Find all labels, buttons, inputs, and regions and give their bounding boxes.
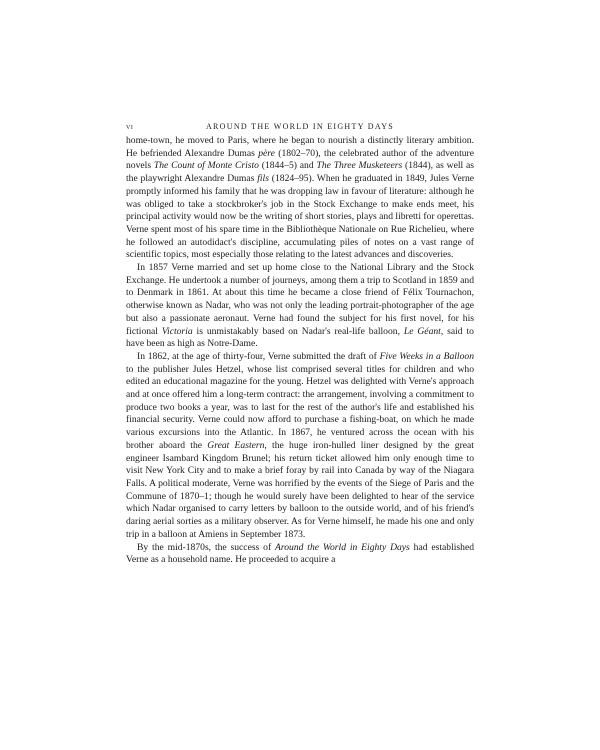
paragraph <box>126 351 474 542</box>
text-run: , the huge iron-hulled liner designed by the great engineer Isambard Kingdom Brunel; his return ticket allowed him only enough time to visit New York City and to make a brief foray by rail into Canada by way of the Niagara Falls. A political moderate, Verne was horrified by the events of the Siege of Paris and the Commune of 1870–1; though he would surely have been delighted to hear of the service which Nadar organised to carry letters by balloon to the outside world, and of his friend's daring aerial sorties as a military observer. As for Verne himself, he made his one and only trip in a balloon at Amiens in September 1873. <box>126 439 474 540</box>
text-run: (1844–5) and <box>258 160 317 172</box>
paragraph <box>126 135 474 262</box>
italic-run: Great Eastern <box>207 439 265 451</box>
body-text <box>126 135 474 567</box>
italic-run: The Count of Monte Cristo <box>153 160 259 172</box>
italic-run: père <box>258 147 275 159</box>
text-run: In 1857 Verne married and set up home close to the National Library and the Stock Exchange. He undertook a number of journeys, among them a trip to Scotland in 1859 and to Denmark in 1861. At about this time he became a close friend of Félix Tournachon, otherwise known as Nadar, who was not only the leading portrait-photographer of the age but also a passionate aeronaut. Verne had found the subject for his first novel, for his fictional <box>126 262 474 337</box>
italic-run: Around the World in Eighty Days <box>275 541 410 553</box>
text-run: (1844), as well as the playwright Alexandre Dumas <box>126 160 475 185</box>
text-run: (1824–95). When he graduated in 1849, Jules Verne promptly informed his family that he was dropping law in favour of literature: although he was obliged to take a stockbroker's job in the Stock Exchange to make ends meet, his principal activity would now be the writing of short stories, plays and libretti for operettas. Verne spent most of his spare time in the Bibliothèque Nationale on Rue Richelieu, where he followed an autodidact's discipline, accumulating piles of notes on a vast range of scientific topics, most especially those relating to the latest advances and discoveries. <box>126 173 475 261</box>
italic-run: Victoria <box>161 325 193 337</box>
text-run: is unmistakably based on Nadar's real-life balloon, <box>192 325 404 337</box>
running-head <box>126 119 474 135</box>
text-run: In 1862, at the age of thirty-four, Verne submitted the draft of <box>137 350 380 362</box>
paragraph <box>126 542 474 567</box>
italic-run: The Three Musketeers <box>316 160 403 172</box>
text-run: (1802–70), the celebrated author of the adventure novels <box>126 147 474 172</box>
text-run: By the mid-1870s, the success of <box>137 541 276 553</box>
text-run: had established Verne as a household name. He proceeded to acquire a <box>126 541 474 566</box>
book-page <box>126 119 474 567</box>
text-run: home-town, he moved to Paris, where he began to nourish a distinctly literary ambition. He befriended Alexandre Dumas <box>126 135 474 159</box>
running-title: AROUND THE WORLD IN EIGHTY DAYS <box>205 122 395 131</box>
italic-run: Le Géant <box>403 325 441 337</box>
text-run: , said to have been as high as Notre-Dame. <box>126 325 474 350</box>
text-run: to the publisher Jules Hetzel, whose list comprised several titles for children and who edited an educational magazine for the young. Hetzel was delighted with Verne's approach and at once offered him a long-term contract: the arrangement, involving a commitment to produce two books a year, was to last for the rest of the author's life and established his financial security. Verne could now afford to purchase a fishing-boat, on which he made various excursions into the Atlantic. In 1867, he ventured across the ocean with his brother aboard the <box>126 363 474 451</box>
paragraph <box>126 262 474 351</box>
italic-run: fils <box>257 173 269 185</box>
page-number: vi <box>126 122 134 131</box>
italic-run: Five Weeks in a Balloon <box>379 350 474 362</box>
